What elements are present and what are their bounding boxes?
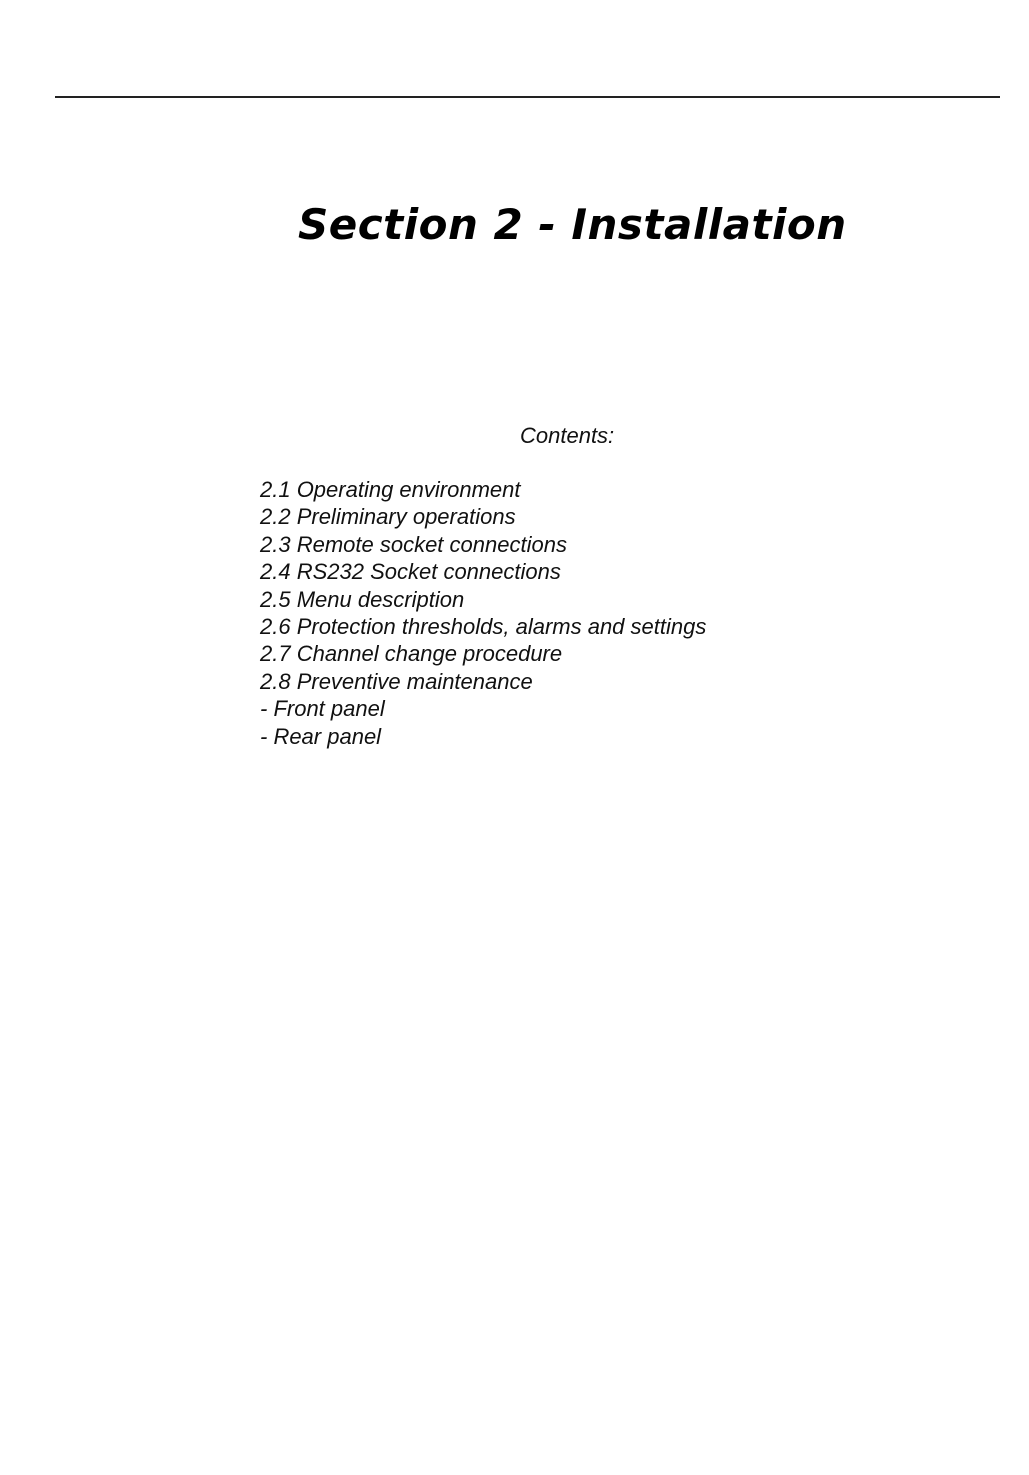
toc-item-2-6: 2.6 Protection thresholds, alarms and settings xyxy=(260,614,707,640)
toc-item-2-5: 2.5 Menu description xyxy=(260,586,465,612)
contents-label: Contents: xyxy=(520,423,615,448)
toc-item-rear-panel: - Rear panel xyxy=(260,723,382,749)
table-of-contents xyxy=(260,476,706,750)
toc-item-2-2: 2.2 Preliminary operations xyxy=(260,504,516,530)
toc-item-2-7: 2.7 Channel change procedure xyxy=(260,641,563,667)
toc-item-2-1: 2.1 Operating environment xyxy=(260,477,521,502)
toc-item-front-panel: - Front panel xyxy=(260,696,385,722)
header-rule xyxy=(55,96,1000,98)
toc-item-2-3: 2.3 Remote socket connections xyxy=(260,531,567,557)
section-title: Section 2 - Installation xyxy=(298,200,847,249)
toc-item-2-4: 2.4 RS232 Socket connections xyxy=(260,559,561,585)
toc-item-2-8: 2.8 Preventive maintenance xyxy=(260,668,533,694)
